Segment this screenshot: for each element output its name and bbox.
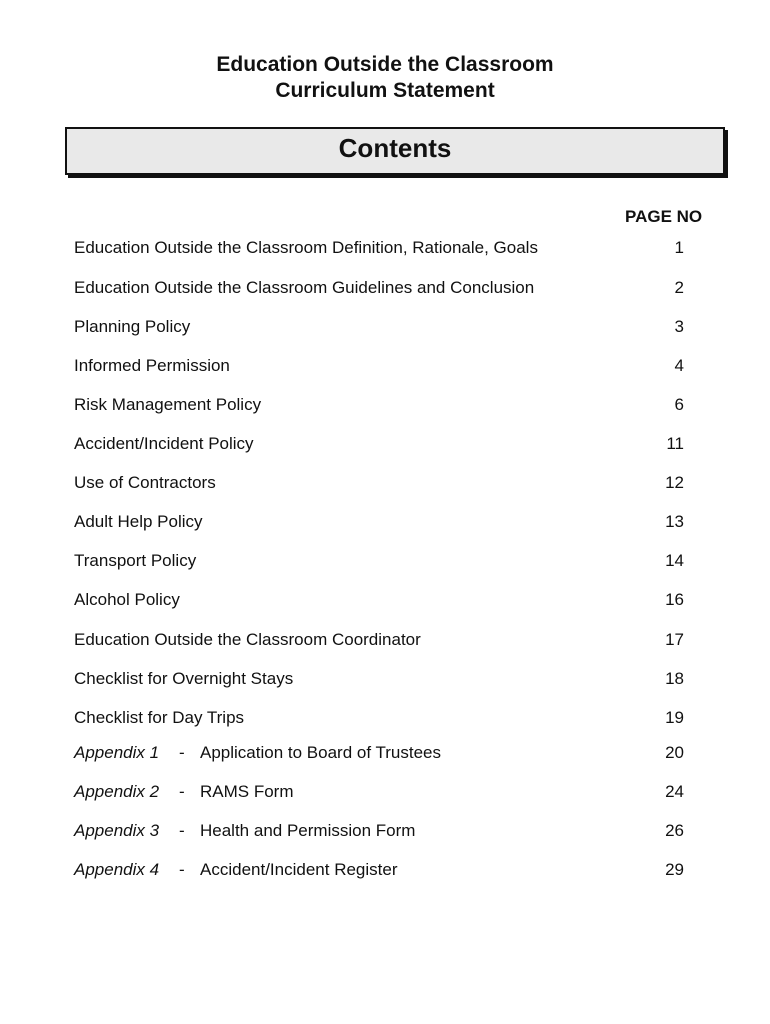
toc-item (74, 473, 694, 495)
toc-page-number: 1 (674, 238, 684, 257)
appendix-dash: - (179, 860, 185, 879)
toc-page-number: 2 (674, 278, 684, 297)
toc-label: Risk Management Policy (74, 395, 262, 414)
toc-item (74, 630, 694, 652)
appendix-item (74, 821, 694, 843)
appendix-prefix: Appendix 3 (74, 821, 160, 840)
toc-label: Education Outside the Classroom Definition, Rationale, Goals (74, 238, 538, 257)
toc-page-number: 18 (665, 669, 684, 688)
toc-page-number: 16 (665, 590, 684, 609)
toc-label: Accident/Incident Policy (74, 434, 254, 453)
toc-label: Use of Contractors (74, 473, 216, 492)
toc-label: Education Outside the Classroom Coordinator (74, 630, 421, 649)
toc-label: Informed Permission (74, 356, 230, 375)
appendix-title: Accident/Incident Register (200, 860, 398, 879)
appendix-prefix: Appendix 2 (74, 782, 160, 801)
toc-label: Education Outside the Classroom Guidelines and Conclusion (74, 278, 535, 297)
contents-heading: Contents (338, 133, 452, 163)
appendix-title: RAMS Form (200, 782, 294, 801)
toc-item (74, 708, 694, 730)
contents-banner (65, 127, 725, 175)
toc-page-number: 24 (665, 782, 684, 801)
toc-item (74, 551, 694, 573)
page-no-header: PAGE NO (625, 207, 703, 226)
toc-page-number: 3 (674, 317, 684, 336)
appendix-prefix: Appendix 1 (74, 743, 160, 762)
appendix-item (74, 743, 694, 765)
appendix-dash: - (179, 782, 185, 801)
appendix-dash: - (179, 821, 185, 840)
toc-page-number: 12 (665, 473, 684, 492)
appendix-item (74, 860, 694, 882)
toc-page-number: 14 (665, 551, 684, 570)
toc-page-number: 19 (665, 708, 684, 727)
toc-item (74, 238, 694, 260)
appendix-prefix: Appendix 4 (74, 860, 160, 879)
toc-page-number: 17 (665, 630, 684, 649)
toc-label: Alcohol Policy (74, 590, 180, 609)
toc-page-number: 26 (665, 821, 684, 840)
toc-page-number: 20 (665, 743, 684, 762)
toc-item (74, 395, 694, 417)
toc-item (74, 434, 694, 456)
toc-page-number: 6 (674, 395, 684, 414)
toc-item (74, 512, 694, 534)
toc-page-number: 29 (665, 860, 684, 879)
appendix-title: Health and Permission Form (200, 821, 416, 840)
toc-label: Checklist for Day Trips (74, 708, 245, 727)
toc-item (74, 317, 694, 339)
appendix-dash: - (179, 743, 185, 762)
title-line-1: Education Outside the Classroom (216, 53, 554, 76)
toc-label: Checklist for Overnight Stays (74, 669, 294, 688)
toc-item (74, 278, 694, 300)
toc-label: Adult Help Policy (74, 512, 203, 531)
appendix-title: Application to Board of Trustees (200, 743, 441, 762)
appendix-item (74, 782, 694, 804)
toc-item (74, 356, 694, 378)
toc-item (74, 590, 694, 612)
toc-page-number: 11 (666, 434, 684, 453)
toc-item (74, 669, 694, 691)
title-line-2: Curriculum Statement (275, 79, 495, 102)
document-title (0, 52, 770, 104)
toc-label: Planning Policy (74, 317, 191, 336)
toc-page-number: 4 (674, 356, 684, 375)
toc-label: Transport Policy (74, 551, 197, 570)
toc-page-number: 13 (665, 512, 684, 531)
